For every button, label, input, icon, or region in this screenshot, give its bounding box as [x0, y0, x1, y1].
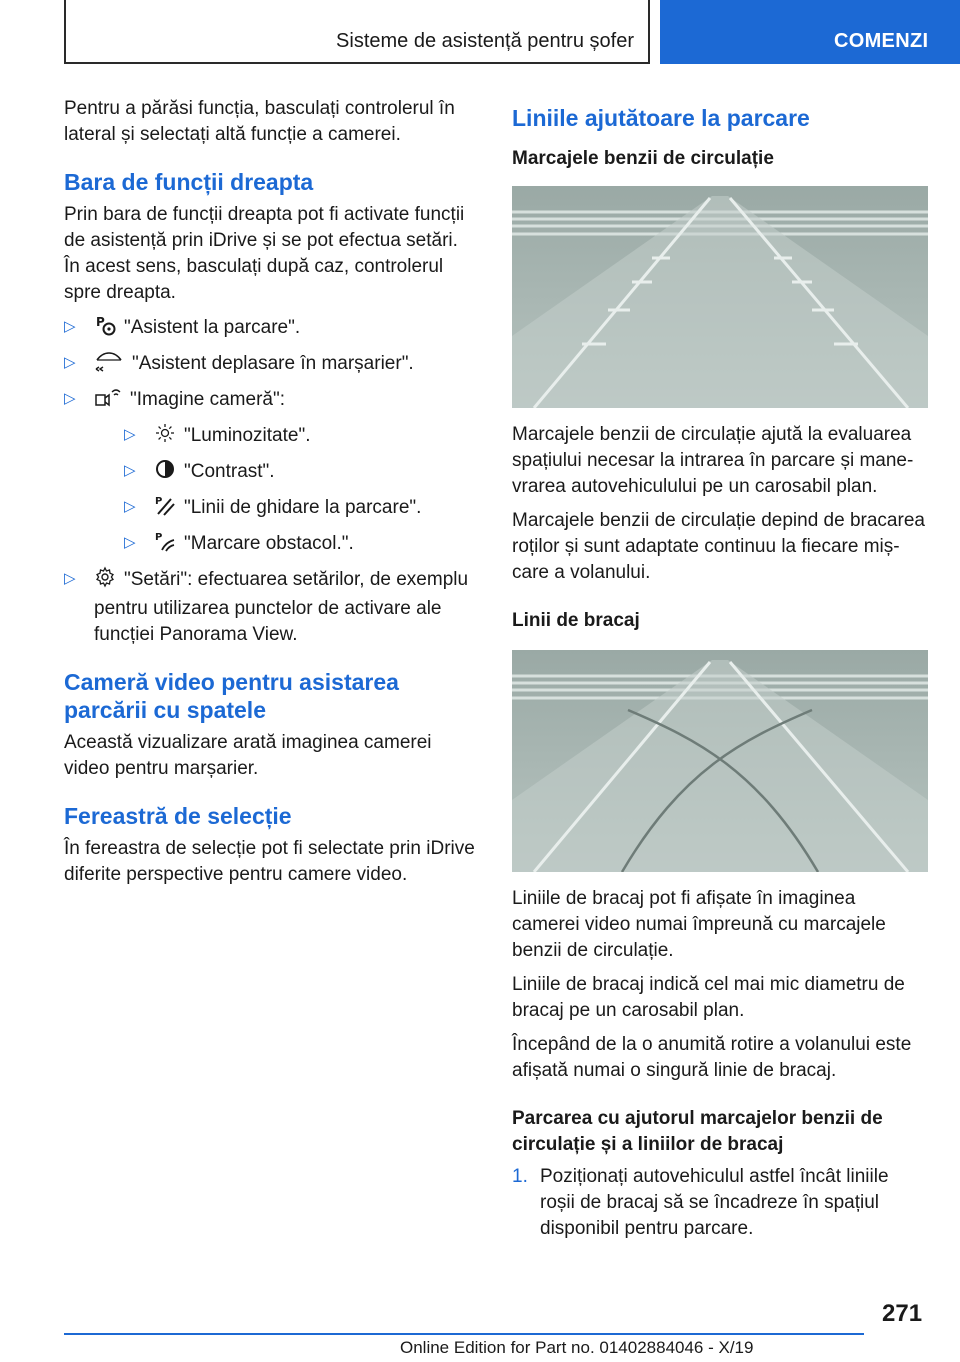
- turning-lines-paragraph-3: Începând de la o anumită rotire a volanului este afișată numai o singură linie de bracaj.: [512, 1034, 912, 1081]
- bullet-triangle-icon: ▷: [64, 570, 76, 587]
- bullet-triangle-icon: ▷: [64, 318, 76, 335]
- bullet-triangle-icon: ▷: [124, 426, 136, 443]
- turning-lines-paragraph-2: Liniile de bracaj indică cel mai mic diametru de bracaj pe un carosabil plan.: [512, 974, 905, 1021]
- bullet-triangle-icon: ▷: [124, 462, 136, 479]
- lane-markings-figure: [512, 186, 928, 408]
- rear-camera-paragraph: Această vizualizare arată imaginea camerei video pentru marșarier.: [64, 732, 432, 779]
- footer-edition: Online Edition for Part no. 01402884046 - X/19: [400, 1338, 754, 1357]
- selection-window-paragraph: În fereastra de selecție pot fi selectate prin iDrive diferite perspective pentru camere video.: [64, 838, 475, 885]
- bullet-triangle-icon: ▷: [64, 354, 76, 371]
- right-column: [512, 96, 928, 1242]
- parking-steps-list: [512, 1164, 928, 1242]
- heading-parking-lines: Liniile ajutătoare la parcare: [512, 105, 810, 131]
- list-item: [124, 458, 478, 488]
- list-item-label: "Asistent la parcare".: [124, 317, 301, 338]
- turning-lines-paragraph-1: Liniile de bracaj pot fi afișate în imaginea camerei video numai împreună cu marcajele benzii de circulație.: [512, 888, 886, 961]
- list-item-label: "Linii de ghidare la parcare".: [184, 497, 422, 518]
- section-title: Sisteme de asistență pentru șofer: [336, 30, 634, 52]
- page-number: 271: [882, 1300, 923, 1327]
- obstacle-marking-icon: [154, 530, 176, 560]
- list-item: [64, 566, 478, 648]
- heading-lane-markings: Marcajele benzii de circulație: [512, 148, 774, 169]
- heading-parking-with-lines: Parcarea cu ajutorul marcajelor benzii de circulație și a liniilor de bracaj: [512, 1108, 883, 1155]
- list-item-label: "Asistent deplasare în marșarier".: [132, 353, 414, 374]
- list-item: [64, 314, 478, 344]
- header-section-box: [64, 0, 650, 64]
- reversing-assistant-icon: [94, 350, 124, 380]
- heading-selection-window: Fereastră de selecție: [64, 803, 292, 829]
- step-text: Poziționați autovehiculul astfel încât liniile roșii de bracaj să se încadreze în spațiul disponibil pentru parcare.: [540, 1166, 889, 1239]
- list-item: [512, 1164, 928, 1242]
- heading-right-function-bar: Bara de funcții dreapta: [64, 169, 314, 195]
- guide-lines-icon: [154, 494, 176, 524]
- camera-image-icon: [94, 386, 122, 416]
- step-number: 1.: [512, 1166, 528, 1187]
- svg-text:P: P: [96, 315, 105, 329]
- list-item-label: "Imagine cameră":: [130, 389, 285, 410]
- heading-turning-lines: Linii de bracaj: [512, 610, 640, 631]
- bullet-triangle-icon: ▷: [124, 498, 136, 515]
- function-bar-list: [64, 314, 478, 648]
- chapter-tab[interactable]: [660, 0, 960, 64]
- settings-gear-icon: [94, 566, 116, 596]
- list-item-label: "Luminozitate".: [184, 425, 311, 446]
- contrast-circle-icon: [154, 458, 176, 488]
- lane-markings-paragraph-2: Marcajele benzii de circulație depind de bracarea roților și sunt adaptate continuu la fiecare mișcare a volanului.: [512, 510, 925, 583]
- svg-text:P: P: [155, 532, 163, 543]
- parking-assistant-icon: [94, 314, 116, 344]
- function-bar-paragraph: Prin bara de funcții dreapta pot fi activate funcții de asistență prin iDrive și se pot efectua setări. În acest sens, basculați după caz, controlerul spre dreapta.: [64, 204, 465, 303]
- heading-rear-camera: Cameră video pentru asistarea parcării cu spatele: [64, 669, 399, 723]
- intro-paragraph: Pentru a părăsi funcția, basculați controlerul în lateral și selectați altă funcție a camerei.: [64, 98, 455, 145]
- svg-text:P: P: [155, 496, 163, 507]
- chapter-label: COMENZI: [834, 30, 929, 52]
- brightness-sun-icon: [154, 422, 176, 452]
- footer-divider: [64, 1333, 864, 1335]
- list-item: [124, 422, 478, 452]
- left-column: [64, 96, 478, 896]
- list-item-label: "Setări": efectuarea setărilor, de exemplu pentru utilizarea punctelor de activare ale funcției Panorama View.: [94, 569, 469, 645]
- camera-image-sublist: [124, 422, 478, 560]
- list-item: [64, 350, 478, 380]
- bullet-triangle-icon: ▷: [124, 534, 136, 551]
- turning-lines-figure: [512, 650, 928, 872]
- lane-markings-paragraph-1: Marcajele benzii de circulație ajută la evaluarea spațiului necesar la intrarea în parcare și manevrarea autovehiculului pe un carosabil plan.: [512, 424, 914, 497]
- list-item: [124, 494, 478, 524]
- list-item-label: "Contrast".: [184, 461, 275, 482]
- bullet-triangle-icon: ▷: [64, 390, 76, 407]
- list-item-label: "Marcare obstacol.".: [184, 533, 354, 554]
- list-item: [124, 530, 478, 560]
- list-item: [64, 386, 478, 560]
